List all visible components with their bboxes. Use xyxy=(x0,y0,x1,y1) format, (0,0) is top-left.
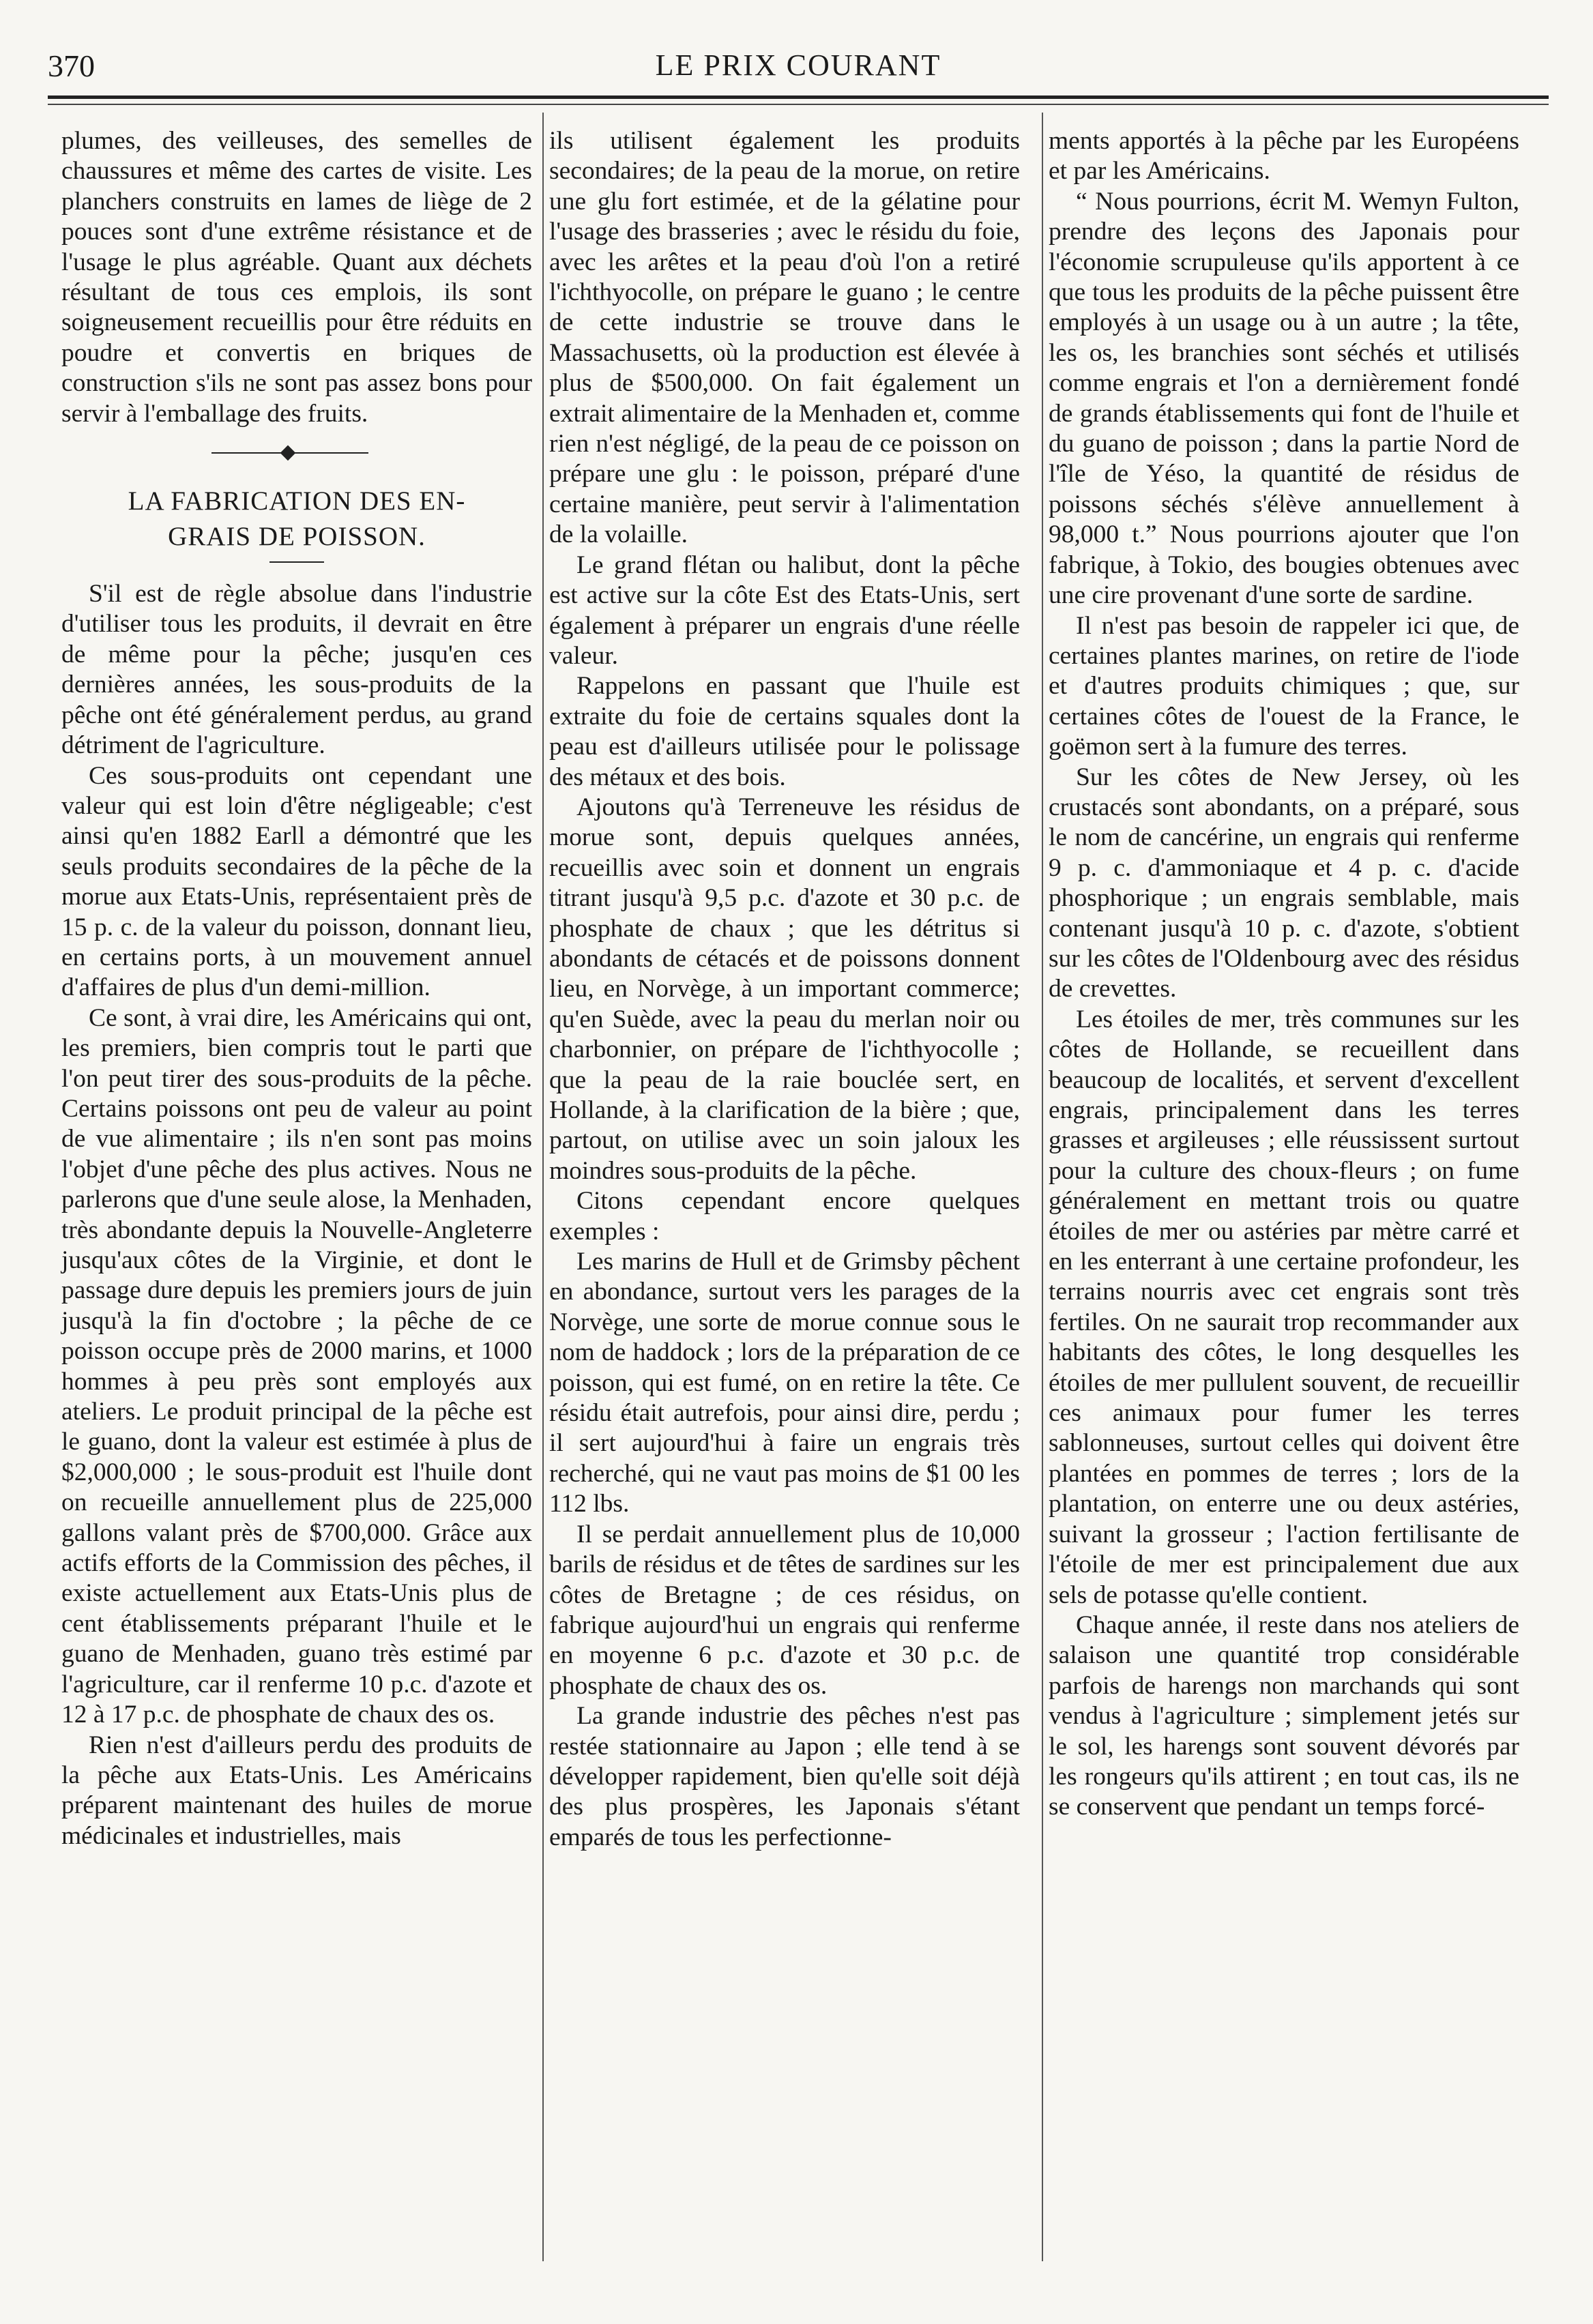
column-3 xyxy=(1049,126,1519,1823)
page-header xyxy=(48,41,1549,95)
column-divider-1 xyxy=(542,113,544,2261)
column-2 xyxy=(549,126,1020,1853)
paragraph: Citons cependant encore quelques exemples : xyxy=(549,1187,1020,1246)
paragraph: La grande industrie des pêches n'est pas restée stationnaire au Japon ; elle tend à se développer rapidement, bien qu'elle soit déjà des plus prospères, les Japonais s'étant emparés de tous les perfectionne- xyxy=(549,1702,1020,1851)
paragraph: Rien n'est d'ailleurs perdu des produits de la pêche aux Etats-Unis. Les Américains préparent maintenant des huiles de morue médicinales et industrielles, mais xyxy=(61,1731,532,1850)
paragraph: Il se perdait annuellement plus de 10,000 barils de résidus et de têtes de sardines sur les côtes de Bretagne ; de ces résidus, on fabrique aujourd'hui un engrais qui renferme en moyenne 6 p.c. d'azote et 30 p.c. de phosphate de chaux des os. xyxy=(549,1520,1020,1700)
header-rule-thick xyxy=(48,95,1549,99)
article-title-line-1: LA FABRICATION DES EN- xyxy=(128,486,466,516)
header-rule-thin xyxy=(48,104,1549,105)
paragraph: Rappelons en passant que l'huile est extraite du foie de certains squales dont la peau est d'ailleurs utilisée pour le polissage des métaux et des bois. xyxy=(549,672,1020,791)
running-title: LE PRIX COURANT xyxy=(655,48,941,82)
paragraph: Les marins de Hull et de Grimsby pêchent en abondance, surtout vers les parages de la Norvège, une sorte de morue connue sous le nom de haddock ; lors de la préparation de ce poisson, qui est fumé, on en retire la tête. Ce résidu était autrefois, pour ainsi dire, perdu ; il sert aujourd'hui à faire un engrais très recherché, qui ne vaut pas moins de $1 00 les 112 lbs. xyxy=(549,1248,1020,1518)
paragraph: “ Nous pourrions, écrit M. Wemyn Fulton, prendre des leçons des Japonais pour l'économie scrupuleuse qu'ils apportent à ce que tous les produits de la pêche puissent être employés à un usage ou à un autre ; la tête, les os, les branchies sont séchés et utilisés comme engrais et l'on a dernièrement fondé de grands établissements qui font de l'huile et du guano de poisson ; dans la partie Nord de l'île de Yéso, la quantité de résidus de poissons séchés s'élève annuellement à 98,000 t.” Nous pourrions ajouter que l'on fabrique, à Tokio, des bougies obtenues avec une cire provenant d'une sorte de sardine. xyxy=(1049,187,1519,610)
column-1 xyxy=(61,126,532,1851)
article-title-line-2: GRAIS DE POISSON. xyxy=(168,522,426,552)
section-ornament xyxy=(61,436,532,470)
paragraph: Ajoutons qu'à Terreneuve les résidus de morue sont, depuis quelques années, recueillis avec soin et donnent un engrais titrant jusqu'à 9,5 p.c. d'azote et 30 p.c. de phosphate de chaux ; que les détritus si abondants de cétacés et de poissons donnent lieu, en Norvège, à un important commerce; qu'en Suède, avec la peau du merlan noir ou charbonnier, on prépare de l'ichthyocolle ; que la peau de la raie bouclée sert, en Hollande, à la clarification de la bière ; que, partout, on utilise avec un soin jaloux les moindres sous-produits de la pêche. xyxy=(549,793,1020,1185)
paragraph: S'il est de règle absolue dans l'industrie d'utiliser tous les produits, il devrait en être de même pour la pêche; jusqu'en ces dernières années, les sous-produits de la pêche ont été généralement perdus, au grand détriment de l'agriculture. xyxy=(61,580,532,760)
paragraph: ils utilisent également les produits secondaires; de la peau de la morue, on retire une glu fort estimée, et de la gélatine pour l'usage des brasseries ; avec le résidu du foie, avec les arêtes et la peau d'où l'on a retiré l'ichthyocolle, on prépare le guano ; le centre de cette industrie se trouve dans le Massachusetts, où la production est élevée à plus de $500,000. On fait également un extrait alimentaire de la Menhaden et, comme rien n'est négligé, de la peau de ce poisson on prépare une glu : le poisson, préparé d'une certaine manière, peut servir à l'alimentation de la volaille. xyxy=(549,127,1020,549)
paragraph: ments apportés à la pêche par les Européens et par les Américains. xyxy=(1049,127,1519,186)
ornament-diamond-icon xyxy=(280,445,296,461)
paragraph: Ces sous-produits ont cependant une valeur qui est loin d'être négligeable; c'est ainsi qu'en 1882 Earll a démontré que les seuls produits secondaires de la pêche de la morue aux Etats-Unis, représentaient près de 15 p. c. de la valeur du poisson, donnant lieu, en certains ports, à un mouvement annuel d'affaires de plus d'un demi-million. xyxy=(61,761,532,1002)
column-divider-2 xyxy=(1042,113,1043,2261)
paragraph: Le grand flétan ou halibut, dont la pêche est active sur la côte Est des Etats-Unis, sert également à préparer un engrais d'une réelle valeur. xyxy=(549,550,1020,670)
page-number: 370 xyxy=(48,48,95,83)
title-underline xyxy=(269,561,324,563)
paragraph: Il n'est pas besoin de rappeler ici que, de certaines plantes marines, on retire de l'iode et d'autres produits chimiques ; que, sur certaines côtes de l'ouest de la France, le goëmon sert à la fumure des terres. xyxy=(1049,611,1519,761)
article-title xyxy=(61,484,532,555)
paragraph: Chaque année, il reste dans nos ateliers de salaison une quantité trop considérable parfois de harengs non marchands qui sont vendus à l'agriculture ; simplement jetés sur le sol, les harengs sont souvent dévorés par les rongeurs qu'ils attirent ; en tout cas, ils ne se conservent que pendant un temps forcé- xyxy=(1049,1610,1519,1821)
paragraph: Sur les côtes de New Jersey, où les crustacés sont abondants, on a préparé, sous le nom de cancérine, un engrais qui renferme 9 p. c. d'ammoniaque et 4 p. c. d'acide phosphorique ; un engrais semblable, mais contenant jusqu'à 10 p. c. d'azote, s'obtient sur les côtes de l'Oldenbourg avec des résidus de crevettes. xyxy=(1049,763,1519,1003)
paragraph: plumes, des veilleuses, des semelles de chaussures et même des cartes de visite. Les planchers construits en lames de liège de 2 pouces sont d'une extrême résistance et de l'usage le plus agréable. Quant aux déchets résultant de tous ces emplois, ils sont soigneusement recueillis pour être réduits en poudre et convertis en briques de construction s'ils ne sont pas assez bons pour servir à l'emballage des fruits. xyxy=(61,127,532,428)
paragraph: Les étoiles de mer, très communes sur les côtes de Hollande, se recueillent dans beaucoup de localités, et servent d'excellent engrais, principalement dans les terres grasses et argileuses ; elle réussissent surtout pour la culture des choux-fleurs ; on fume généralement en mettant trois ou quatre étoiles de mer ou astéries par mètre carré et en les enterrant à une certaine profondeur, les terrains nourris avec cet engrais sont très fertiles. On ne saurait trop recommander aux habitants des côtes, le long desquelles les étoiles de mer pullulent souvent, de recueillir ces animaux pour fumer les terres sablonneuses, surtout celles qui doivent être plantées en pommes de terres ; lors de la plantation, on enterre une ou deux astéries, suivant la grosseur ; l'action fertilisante de l'étoile de mer est principalement due aux sels de potasse qu'elle contient. xyxy=(1049,1005,1519,1609)
paragraph: Ce sont, à vrai dire, les Américains qui ont, les premiers, bien compris tout le parti que l'on peut tirer des sous-produits de la pêche. Certains poissons ont peu de valeur au point de vue alimentaire ; ils n'en sont pas moins l'objet d'une pêche des plus actives. Nous ne parlerons que d'une seule alose, la Menhaden, très abondante depuis la Nouvelle-Angleterre jusqu'aux côtes de la Virginie, et dont le passage dure depuis les premiers jours de juin jusqu'à la fin d'octobre ; la pêche de ce poisson occupe près de 2000 marins, et 1000 hommes à peu près sont employés aux ateliers. Le produit principal de la pêche est le guano, dont la valeur est estimée à plus de $2,000,000 ; le sous-produit est l'huile dont on recueille annuellement plus de 225,000 gallons valant près de $700,000. Grâce aux actifs efforts de la Commission des pêches, il existe actuellement aux Etats-Unis plus de cent établissements préparant l'huile et le guano de Menhaden, guano très estimé par l'agriculture, car il renferme 10 p.c. d'azote et 12 à 17 p.c. de phosphate de chaux des os. xyxy=(61,1003,532,1729)
